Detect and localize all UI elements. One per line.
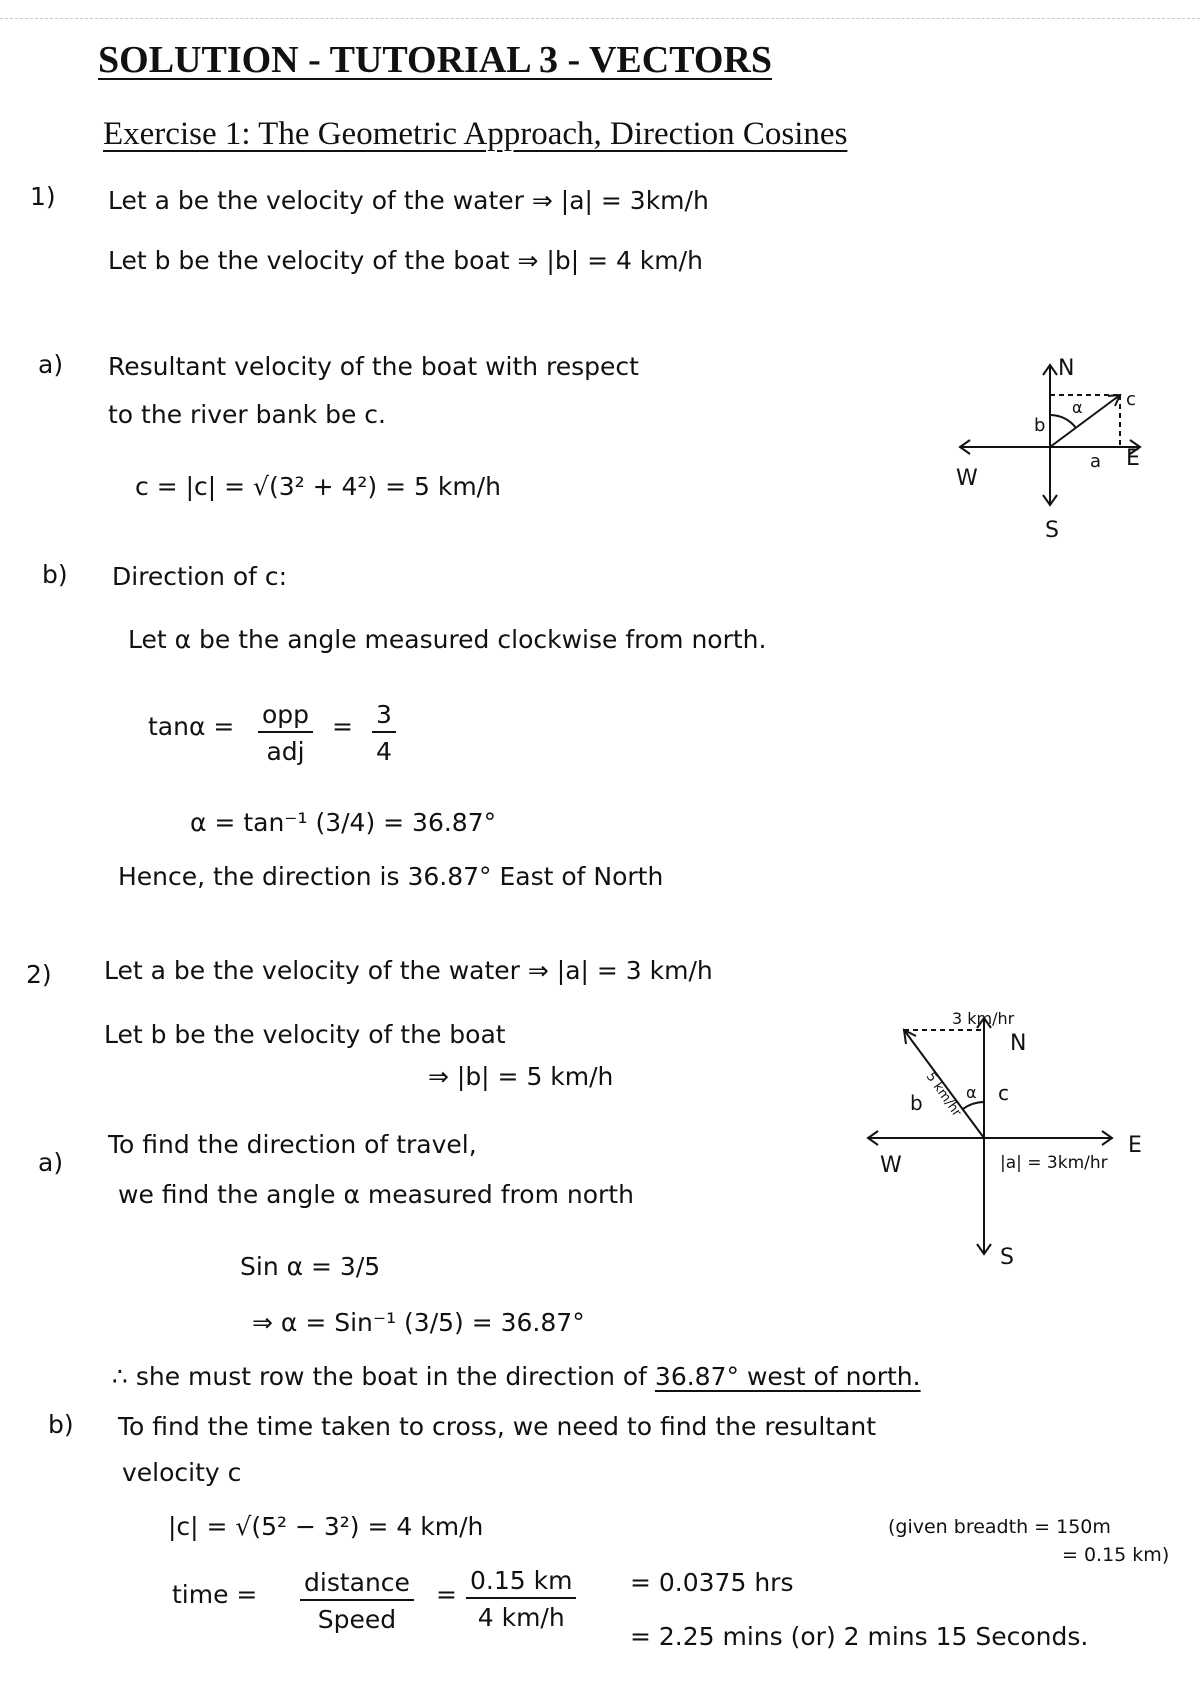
q2b-c-eq: |c| = √(5² − 3²) = 4 km/h: [168, 1512, 484, 1541]
q1b-conclusion: Hence, the direction is 36.87° East of North: [118, 862, 664, 891]
q2b-time-mins: = 2.25 mins (or) 2 mins 15 Seconds.: [630, 1622, 1089, 1651]
q1b-tan-fraction: [258, 700, 313, 766]
q2-number: 2): [26, 960, 52, 989]
q1b-ratio-num: 3: [372, 700, 396, 733]
q2-line2: Let b be the velocity of the boat: [104, 1020, 506, 1049]
q2-label-b: b: [910, 1091, 923, 1115]
q2a-conclusion-answer: 36.87° west of north.: [654, 1362, 921, 1391]
q1b-ratio-den: 4: [376, 737, 392, 766]
q2-label-alpha: α: [966, 1083, 977, 1102]
q2b-line1: To find the time taken to cross, we need to find the resultant: [118, 1412, 877, 1441]
q2b-given1: (given breadth = 150m: [888, 1516, 1111, 1538]
q1b-tan-den: adj: [266, 737, 305, 766]
q1b-tan-equals: =: [332, 712, 353, 741]
q1b-tan-lhs: tanα =: [148, 712, 235, 741]
q2b-value-fraction: [466, 1566, 576, 1632]
q2-label-s: S: [1000, 1245, 1014, 1270]
q2a-alpha-eq: ⇒ α = Sin⁻¹ (3/5) = 36.87°: [252, 1308, 585, 1337]
q1a-line1: Resultant velocity of the boat with respect: [108, 352, 639, 381]
q1b-label: b): [42, 560, 68, 589]
q2b-time-equals: =: [436, 1580, 457, 1609]
q1-vector-diagram: [950, 355, 1155, 545]
q2b-line2: velocity c: [122, 1458, 242, 1487]
q2-label-bmag: 5 km/hr: [922, 1069, 965, 1120]
q2a-conclusion: [112, 1362, 921, 1391]
exercise-heading: Exercise 1: The Geometric Approach, Direction Cosines: [103, 116, 848, 152]
q1-label-e: E: [1126, 446, 1140, 471]
q2-vector-diagram: [860, 990, 1160, 1270]
q1-label-w: W: [956, 466, 978, 491]
q2b-value-den: 4 km/h: [477, 1603, 565, 1632]
q1-label-s: S: [1045, 518, 1059, 543]
q2b-time-num: distance: [300, 1568, 414, 1601]
q2b-time-lhs: time =: [172, 1580, 258, 1609]
q2a-label: a): [38, 1148, 64, 1177]
q2b-time-den: Speed: [317, 1605, 397, 1634]
q2-label-w: W: [880, 1153, 902, 1178]
q2b-time-fraction: [300, 1568, 414, 1634]
q2-line1: Let a be the velocity of the water ⇒ |a| = 3 km/h: [104, 956, 713, 985]
q1-label-c: c: [1126, 389, 1136, 410]
q2-label-a: |a| = 3km/hr: [1000, 1153, 1108, 1173]
q2-line3: ⇒ |b| = 5 km/h: [428, 1062, 614, 1091]
q1b-alpha-eq: α = tan⁻¹ (3/4) = 36.87°: [190, 808, 497, 837]
q1-number: 1): [30, 182, 56, 211]
q1b-ratio-fraction: [372, 700, 396, 766]
q2b-value-num: 0.15 km: [466, 1566, 576, 1599]
q2a-sin-eq: Sin α = 3/5: [240, 1252, 381, 1281]
q1-label-a: a: [1090, 451, 1102, 472]
q1-label-n: N: [1058, 356, 1075, 381]
top-border: [0, 18, 1200, 19]
q1a-equation: c = |c| = √(3² + 4²) = 5 km/h: [135, 472, 501, 501]
q2b-time-result: = 0.0375 hrs: [630, 1568, 794, 1597]
q1-label-b: b: [1034, 415, 1046, 436]
q2-angle-arc: [963, 1102, 984, 1109]
page-title: SOLUTION - TUTORIAL 3 - VECTORS: [98, 39, 772, 81]
q1b-line2: Let α be the angle measured clockwise from north.: [128, 625, 767, 654]
q2-label-c: c: [998, 1081, 1009, 1105]
q2b-given2: = 0.15 km): [1062, 1544, 1170, 1566]
q1b-tan-num: opp: [258, 700, 313, 733]
q1a-line2: to the river bank be c.: [108, 400, 386, 429]
q1b-line1: Direction of c:: [112, 562, 288, 591]
q2-label-e: E: [1128, 1133, 1142, 1158]
q2a-line2: we find the angle α measured from north: [118, 1180, 634, 1209]
q2a-line1: To find the direction of travel,: [108, 1130, 477, 1159]
q2-label-top: 3 km/hr: [952, 1009, 1015, 1028]
q2b-label: b): [48, 1410, 74, 1439]
q1-label-alpha: α: [1072, 398, 1083, 417]
q2-label-n: N: [1010, 1031, 1027, 1056]
q1-vector-c: [1050, 395, 1120, 447]
q1-line2: Let b be the velocity of the boat ⇒ |b| = 4 km/h: [108, 246, 703, 275]
q1-line1: Let a be the velocity of the water ⇒ |a| = 3km/h: [108, 186, 709, 215]
q2a-conclusion-prefix: ∴ she must row the boat in the direction of: [112, 1362, 647, 1391]
q1a-label: a): [38, 350, 64, 379]
